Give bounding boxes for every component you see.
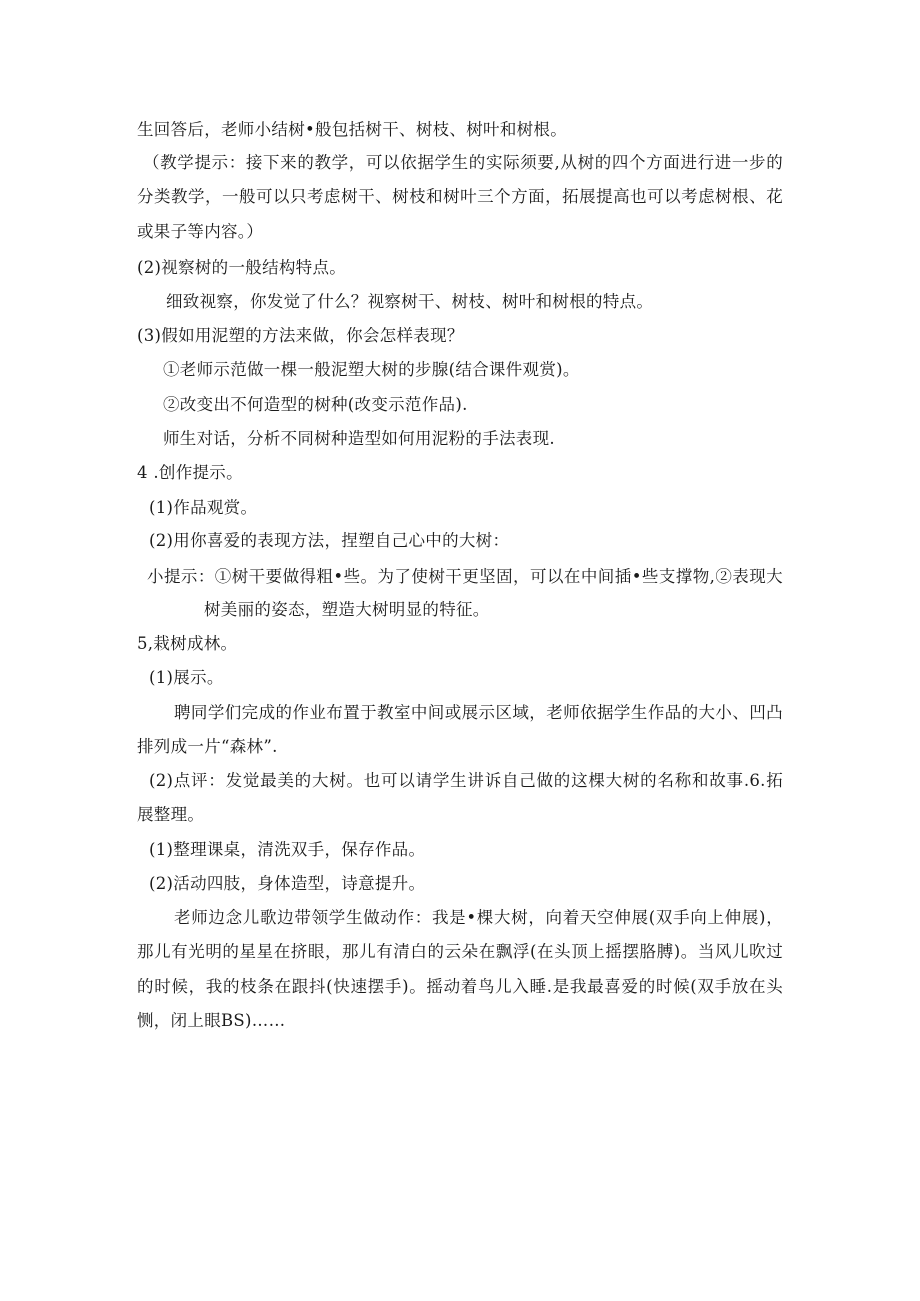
text-line-6: 细致视察，你发觉了什么？视察树干、树枝、树叶和树根的特点。 — [166, 292, 654, 311]
text-line-24: 老师边念儿歌边带领学生做动作：我是•棵大树，向着天空伸展(双手向上伸展)， — [174, 908, 783, 927]
text-line-2: （教学提示：接下来的教学，可以依据学生的实际须要,从树的四个方面进行进一步的 — [143, 153, 783, 172]
text-line-5: (2)视察树的一般结构特点。 — [137, 258, 347, 277]
text-line-4: 或果子等内容。） — [137, 222, 264, 241]
text-line-7: (3)假如用泥塑的方法来做，你会怎样表现？ — [137, 326, 464, 345]
text-line-13: (2)用你喜爱的表现方法，捏塑自己心中的大树： — [149, 531, 510, 550]
text-line-19: 排列成一片“森林”. — [137, 737, 278, 756]
text-line-11: 4 .创作提示。 — [137, 463, 243, 482]
text-line-20: (2)点评：发觉最美的大树。也可以请学生讲诉自己做的这棵大树的名称和故事.6.拓 — [149, 771, 783, 790]
text-line-3: 分类教学，一般可以只考虑树干、树枝和树叶三个方面，拓展提高也可以考虑树根、花 — [137, 187, 783, 206]
text-line-12: (1)作品观赏。 — [149, 498, 258, 517]
text-line-17: (1)展示。 — [149, 668, 224, 687]
text-line-9: ②改变出不何造型的树种(改变示范作品). — [163, 395, 468, 414]
text-line-10: 师生对话，分析不同树种造型如何用泥粉的手法表现. — [163, 429, 555, 448]
text-line-23: (2)活动四肢，身体造型，诗意提升。 — [149, 874, 426, 893]
text-line-14: 小提示：①树干要做得粗•些。为了使树干更坚固，可以在中间插•些支撑物,②表现大 — [147, 567, 783, 586]
text-line-25: 那儿有光明的星星在挤眼，那儿有清白的云朵在飘浮(在头顶上摇摆胳膊)。当风儿吹过 — [137, 942, 783, 961]
text-line-8: ①老师示范做一棵一般泥塑大树的步腺(结合课件观赏)。 — [163, 360, 580, 379]
text-line-1: 生回答后，老师小结树•般包括树干、树枝、树叶和树根。 — [137, 120, 568, 139]
text-line-18: 聘同学们完成的作业布置于教室中间或展示区域，老师依据学生作品的大小、凹凸 — [174, 703, 783, 722]
text-line-27: 恻，闭上眼BS)…… — [137, 1011, 286, 1030]
text-line-22: (1)整理课桌，清洗双手，保存作品。 — [149, 840, 426, 859]
text-line-26: 的时候，我的枝条在跟抖(快速摆手)。摇动着鸟儿入睡.是我最喜爱的时候(双手放在头 — [137, 977, 783, 996]
text-line-16: 5,栽树成林。 — [137, 634, 238, 653]
text-line-21: 展整理。 — [137, 805, 205, 824]
text-line-15: 树美丽的姿态，塑造大树明显的特征。 — [204, 600, 490, 619]
